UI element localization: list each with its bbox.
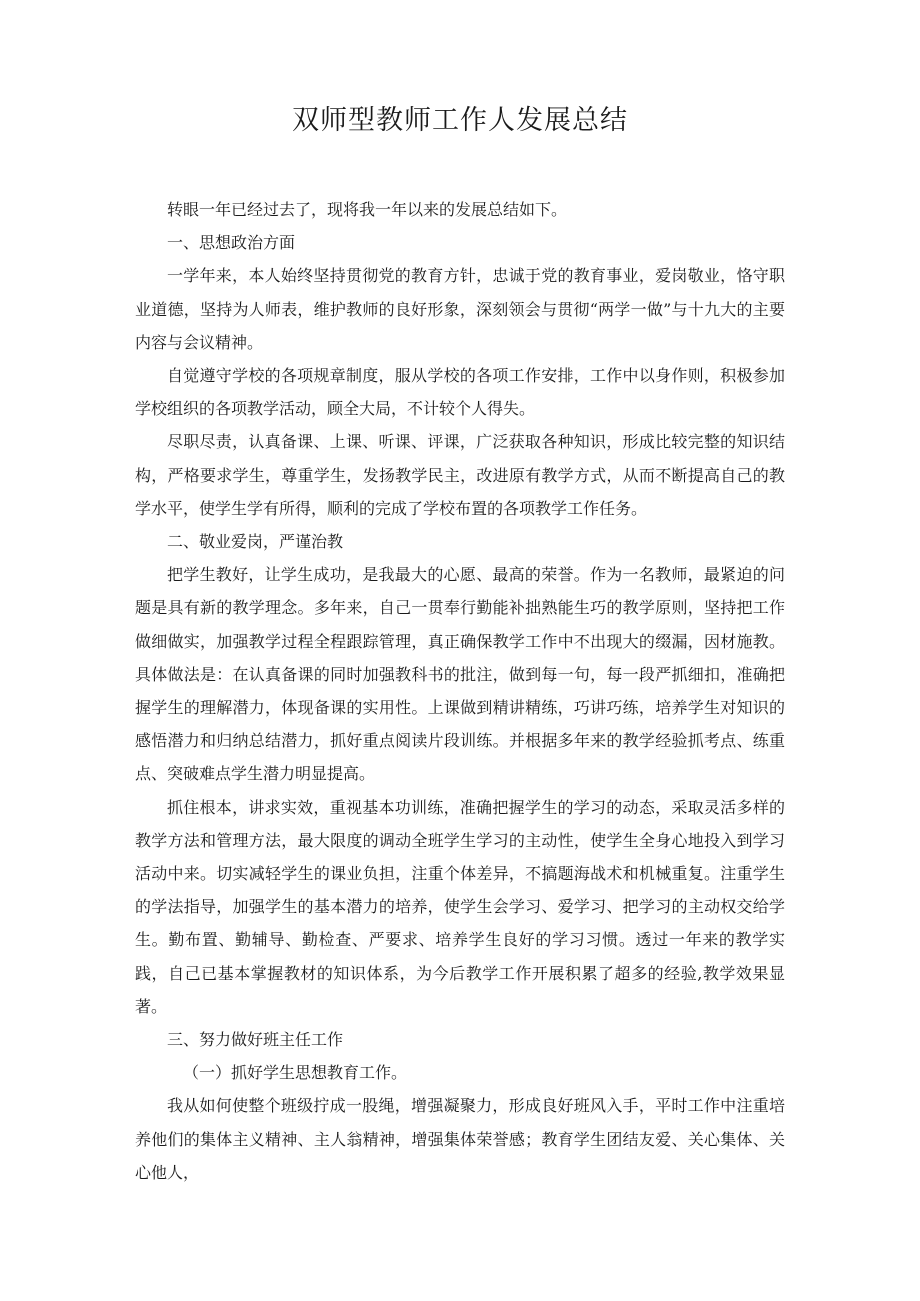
subsection-heading-1: （一）抓好学生思想教育工作。 [183, 1063, 408, 1083]
section-heading-2: 二、敬业爱岗，严谨治教 [167, 532, 344, 552]
paragraph: 把学生教好，让学生成功，是我最大的心愿、最高的荣誉。作为一名教师，最紧迫的问题是具有新的教学理念。多年来，自己一贯奉行勤能补拙熟能生巧的教学原则，坚持把工作做细做实，加强教学过程全程跟踪管理，真正确保教学工作中不出现大的缀漏，因材施教。具体做法是：在认真备课的同时加强教科书的批注，做到每一句，每一段严抓细扣，准确把握学生的理解潜力，体现备课的实用性。上课做到精讲精练，巧讲巧练，培养学生对知识的感悟潜力和归纳总结潜力，抓好重点阅读片段训练。并根据多年来的教学经验抓考点、练重点、突破难点学生潜力明显提高。 [135, 565, 785, 784]
section-heading-3: 三、努力做好班主任工作 [167, 1030, 344, 1050]
paragraph: 自觉遵守学校的各项规章制度，服从学校的各项工作安排，工作中以身作则，积极参加学校组织的各项教学活动，顾全大局，不计较个人得失。 [135, 366, 785, 419]
paragraph: 一学年来，本人始终坚持贯彻党的教育方针，忠诚于党的教育事业，爱岗敬业，恪守职业道德，坚持为人师表，维护教师的良好形象，深刻领会与贯彻“两学一做”与十九大的主要内容与会议精神。 [135, 266, 785, 352]
document-title: 双师型教师工作人发展总结 [292, 105, 628, 136]
paragraph: 尽职尽责，认真备课、上课、听课、评课，广泛获取各种知识，形成比较完整的知识结构，严格要求学生，尊重学生，发扬教学民主，改进原有教学方式，从而不断提高自己的教学水平，使学生学有所得，顺利的完成了学校布置的各项教学工作任务。 [135, 432, 785, 518]
paragraph: 我从如何使整个班级拧成一股绳，增强凝聚力，形成良好班风入手，平时工作中注重培养他们的集体主义精神、主人翁精神，增强集体荣誉感；教育学生团结友爱、关心集体、关心他人， [135, 1096, 785, 1182]
paragraph-intro: 转眼一年已经过去了，现将我一年以来的发展总结如下。 [167, 200, 568, 219]
section-heading-1: 一、思想政治方面 [167, 233, 296, 253]
paragraph: 抓住根本，讲求实效，重视基本功训练，准确把握学生的学习的动态，采取灵活多样的教学方法和管理方法，最大限度的调动全班学生学习的主动性，使学生全身心地投入到学习活动中来。切实减轻学生的课业负担，注重个体差异，不搞题海战术和机械重复。注重学生的学法指导，加强学生的基本潜力的培养，使学生会学习、爱学习、把学习的主动权交给学生。勤布置、勤辅导、勤检查、严要求、培养学生良好的学习习惯。透过一年来的教学实践，自己已基本掌握教材的知识体系，为今后教学工作开展积累了超多的经验,教学效果显著。 [135, 797, 785, 1016]
document-body [135, 193, 785, 1189]
